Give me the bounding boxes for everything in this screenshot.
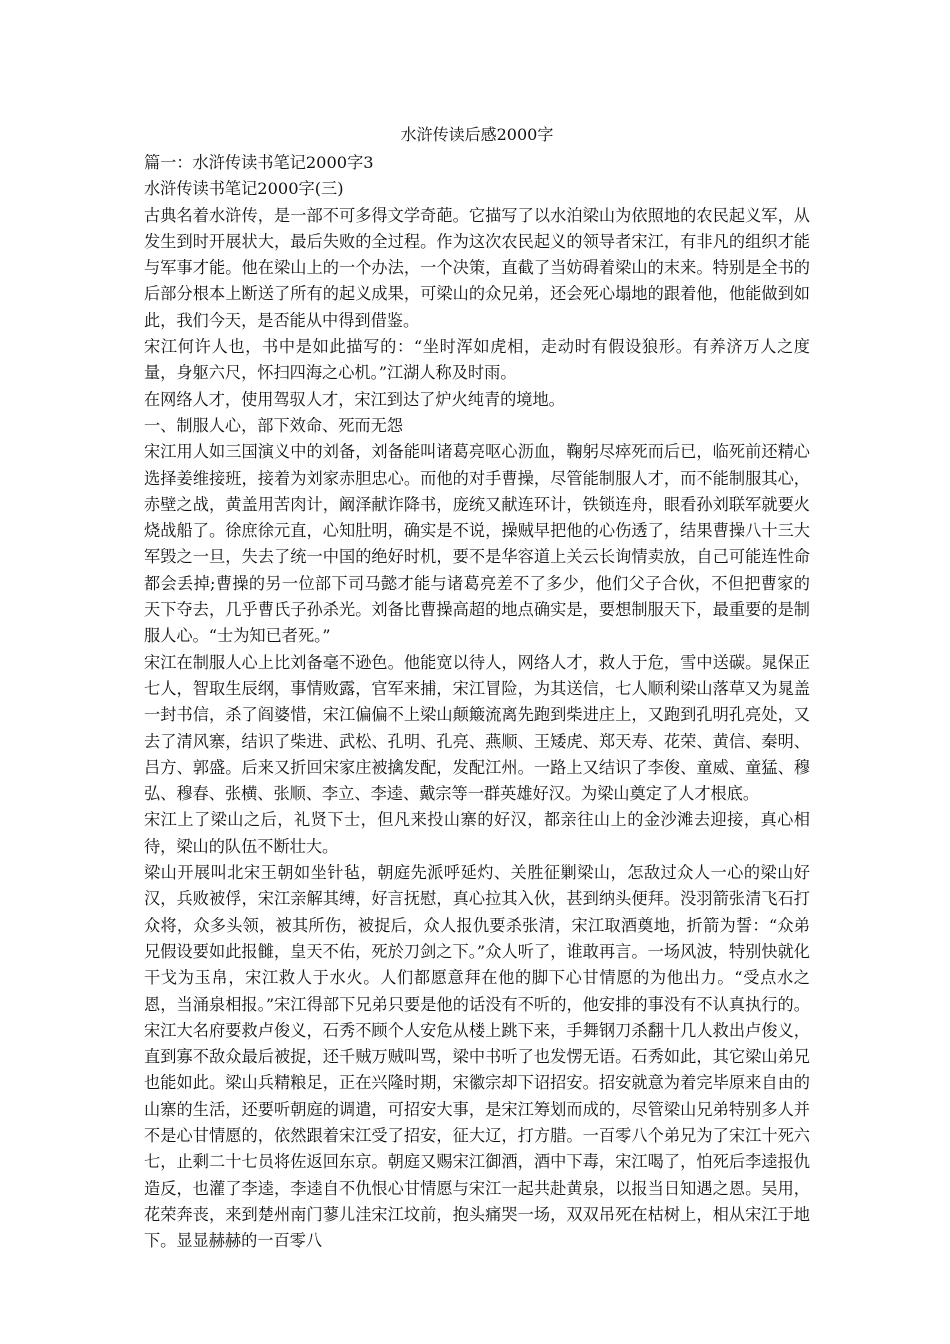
paragraph: 古典名着水浒传，是一部不可多得文学奇葩。它描写了以水泊梁山为依照地的农民起义军，从发生到时开展状大，最后失败的全过程。作为这次农民起义的领导者宋江，有非凡的组织才能与军事才能。他在梁山上的一个办法，一个决策，直截了当妨碍着梁山的末来。特别是全书的后部分根本上断送了所有的起义成果，可梁山的众兄弟，还会死心塌地的跟着他，他能做到如此，我们今天，是否能从中得到借鉴。 (144, 205, 810, 330)
paragraph: 宋江上了梁山之后，礼贤下士，但凡来投山寨的好汉，都亲往山上的金沙滩去迎接，真心相待，梁山的队伍不断壮大。 (144, 810, 810, 856)
document-title: 水浒传读后感2000字 (400, 125, 554, 144)
paragraph: 宋江何许人也，书中是如此描写的：“坐时浑如虎相，走动时有假设狼形。有养济万人之度量，身躯六尺，怀扫四海之心机。”江湖人称及时雨。 (144, 337, 810, 383)
paragraph: 宋江用人如三国演义中的刘备，刘备能叫诸葛亮呕心沥血，鞠躬尽瘁死而后已，临死前还精心选择姜维接班，接着为刘家赤胆忠心。而他的对手曹操，尽管能制服人才，而不能制服其心，赤壁之战，黄盖用苦肉计，阚泽献诈降书，庞统又献连环计，铁锁连舟，眼看孙刘联军就要火烧战船了。徐庶徐元直，心知肚明，确实是不说，操贼早把他的心伤透了，结果曹操八十三大军毁之一旦，失去了统一中国的绝好时机，要不是华容道上关云长询情卖放，自己可能连性命都会丢掉;曹操的另一位部下司马懿才能与诸葛亮差不了多少，他们父子合伙，不但把曹家的天下夺去，几乎曹氏子孙杀光。刘备比曹操高超的地点确实是，要想制服天下，最重要的是制服人心。“士为知已者死。” (144, 442, 810, 646)
paragraph-heading-1: 篇一：水浒传读书笔记2000字3 (144, 153, 374, 172)
paragraph: 宋江在制服人心上比刘备毫不逊色。他能宽以待人，网络人才，救人于危，雪中送碳。晁保正七人，智取生辰纲，事情败露，官军来捕，宋江冒险，为其送信，七人顺利梁山落草又为晁盖一封书信，杀了阎婆惜，宋江偏偏不上梁山颠簸流离先跑到柴进庄上，又跑到孔明孔亮处，又去了清风寨，结识了柴进、武松、孔明、孔亮、燕顺、王矮虎、郑天寿、花荣、黄信、秦明、吕方、郭盛。后来又折回宋家庄被擒发配，发配江州。一路上又结识了李俊、童威、童猛、穆弘、穆春、张横、张顺、李立、李逵、戴宗等一群英雄好汉。为梁山奠定了人才根底。 (144, 652, 810, 804)
paragraph-heading-2: 水浒传读书笔记2000字(三) (144, 179, 344, 199)
paragraph: 梁山开展叫北宋王朝如坐针毡，朝庭先派呼延灼、关胜征剿梁山，怎敌过众人一心的梁山好汉，兵败被俘，宋江亲解其缚，好言抚慰，真心拉其入伙，甚到纳头便拜。没羽箭张清飞石打众将，众多头领，被其所伤，被捉后，众人报仇要杀张清，宋江取酒奠地，折箭为誓：“众弟兄假设要如此报雠，皇天不佑，死於刀剑之下。”众人听了，谁敢再言。一场风波，特别快就化干戈为玉帛，宋江救人于水火。人们都愿意拜在他的脚下心甘情愿的为他出力。“受点水之恩，当涌泉相报。”宋江得部下兄弟只要是他的话没有不听的，他安排的事没有不认真执行的。宋江大名府要救卢俊义，石秀不顾个人安危从楼上跳下来，手舞钢刀杀翻十几人救出卢俊义，直到寡不敌众最后被捉，还千贼万贼叫骂，梁中书听了也发愣无语。石秀如此，其它梁山弟兄也能如此。梁山兵精粮足，正在兴隆时期，宋徽宗却下诏招安。招安就意为着完毕原来自由的山寨的生活，还要听朝庭的调遣，可招安大事，是宋江筹划而成的，尽管梁山兄弟特别多人并不是心甘情愿的，依然跟着宋江受了招安，征大辽，打方腊。一百零八个弟兄为了宋江十死六七，止剩二十七员将佐返回东京。朝庭又赐宋江御酒，酒中下毒，宋江喝了，怕死后李逵报仇造反，也灌了李逵，李逵自不仇恨心甘情愿与宋江一起共赴黄泉，以报当日知遇之恩。吴用，花荣奔丧，来到楚州南门蓼儿洼宋江坟前，抱头痛哭一场，双双吊死在枯树上，相从宋江于地下。显显赫赫的一百零八 (144, 863, 810, 1251)
paragraph: 在网络人才，使用驾驭人才，宋江到达了炉火纯青的境地。 (144, 389, 565, 409)
section-heading: 一、制服人心，部下效命、死而无怨 (144, 415, 403, 435)
document-page (144, 120, 810, 1254)
